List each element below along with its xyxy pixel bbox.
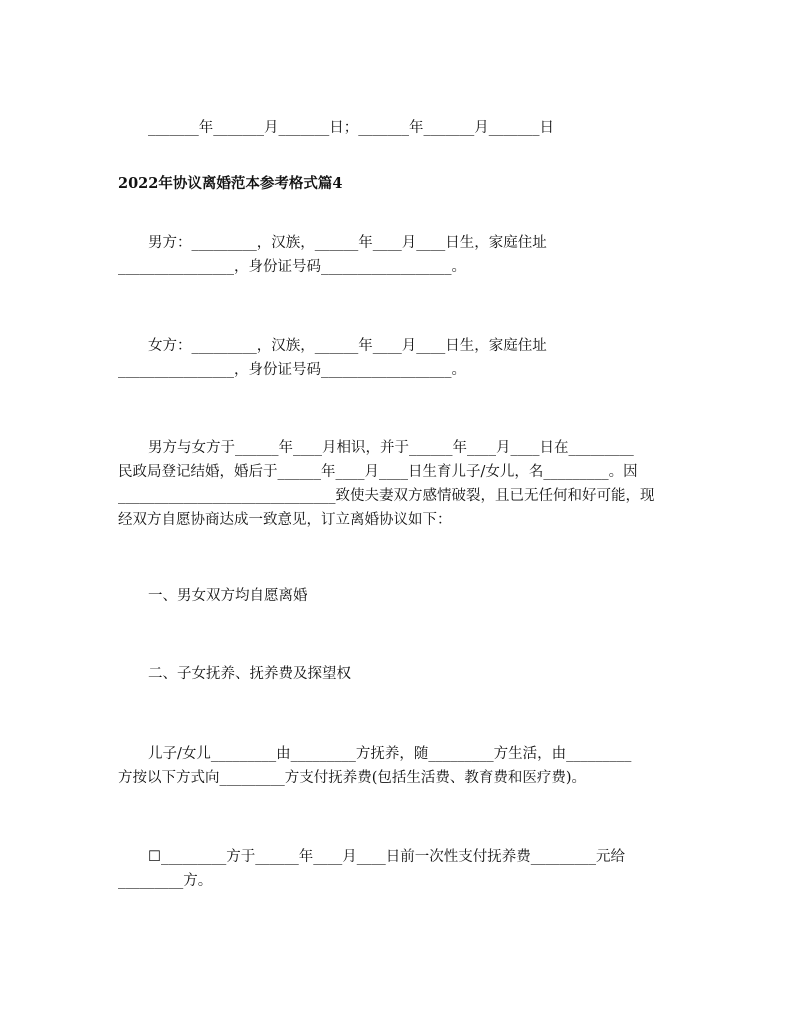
female-party-line-2: ________________，身份证号码__________________。 — [118, 362, 466, 378]
male-party-line-2: ________________，身份证号码__________________。 — [118, 259, 466, 275]
background-paragraph-line-2: 民政局登记结婚，婚后于______年____月____日生育儿子/女儿，名_________。因 — [118, 464, 638, 480]
clause-2-heading: 二、子女抚养、抚养费及探望权 — [148, 666, 351, 682]
male-party-line-1: 男方：_________，汉族，______年____月____日生，家庭住址 — [148, 235, 547, 251]
background-paragraph-line-3: ______________________________致使夫妻双方感情破裂，且已无任何和好可能，现 — [118, 488, 655, 504]
background-paragraph-line-1: 男方与女方于______年____月相识，并于______年____月____日在_________ — [148, 440, 634, 456]
signature-date-line: _______年_______月_______日；_______年_______月_______日 — [148, 120, 554, 136]
custody-paragraph-line-1: 儿子/女儿_________由_________方抚养，随_________方生活，由_________ — [148, 746, 632, 762]
clause-1-heading: 一、男女双方均自愿离婚 — [148, 588, 308, 604]
female-party-line-1: 女方：_________，汉族，______年____月____日生，家庭住址 — [148, 338, 547, 354]
background-paragraph-line-4: 经双方自愿协商达成一致意见，订立离婚协议如下： — [118, 512, 452, 528]
lump-sum-option-line-2: _________方。 — [118, 873, 213, 889]
custody-paragraph-line-2: 方按以下方式向_________方支付抚养费(包括生活费、教育费和医疗费)。 — [118, 770, 587, 786]
lump-sum-option-line-1: ☐_________方于______年____月____日前一次性支付抚养费_________元给 — [148, 849, 625, 865]
section-title: 2022年协议离婚范本参考格式篇4 — [118, 175, 343, 192]
